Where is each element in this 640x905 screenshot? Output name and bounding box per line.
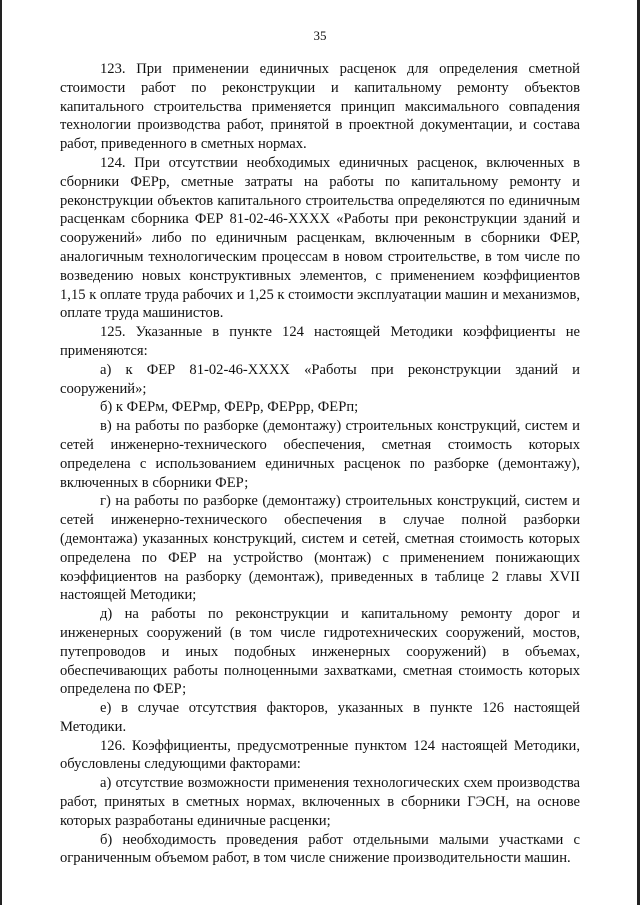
scan-edge-left [0,0,2,905]
paragraph-125-d: д) на работы по реконструкции и капитальному ремонту дорог и инженерных сооружений (в том числе гидротехнических сооружений, мостов, путепроводов и иных подобных инженерных сооружений) в объемах, обеспечивающих работы полноценными захватками, сметная стоимость которых определена по ФЕР; [60,606,580,698]
page-number: 35 [313,28,327,43]
paragraph-126-b: б) необходимость проведения работ отдельными малыми участками с ограниченным объемом работ, в том числе снижение производительности машин. [60,831,580,867]
paragraph-126-a: а) отсутствие возможности применения технологических схем производства работ, принятых в сметных нормах, включенных в сборники ГЭСН, на основе которых разработаны единичные расценки; [60,775,580,829]
document-body [60,60,580,868]
paragraph-124: 124. При отсутствии необходимых единичных расценок, включенных в сборники ФЕРр, сметные затраты на работы по капитальному ремонту и реконструкции объектов капитального строительства определяются по единичным расценкам сборника ФЕР 81-02-46-ХХХХ «Работы при реконструкции зданий и сооружений» либо по единичным расценкам, включенным в сборники ФЕР, аналогичным технологическим процессам в новом строительстве, в том числе по возведению новых конструктивных элементов, с применением коэффициентов 1,15 к оплате труда рабочих и 1,25 к стоимости эксплуатации машин и механизмов, оплате труда машинистов. [60,154,580,322]
paragraph-125-g: г) на работы по разборке (демонтажу) строительных конструкций, систем и сетей инженерно-технического обеспечения в случае полной разборки (демонтажа) указанных конструкций, систем и сетей, сметная стоимость которых определена по ФЕР на устройство (монтаж) с применением понижающих коэффициентов на разборку (демонтаж), приведенных в таблице 2 главы XVII настоящей Методики; [60,493,580,604]
paragraph-123: 123. При применении единичных расценок для определения сметной стоимости работ по реконструкции и капитальному ремонту объектов капитального строительства применяется принцип максимального совпадения технологии производства работ, принятой в проектной документации, и состава работ, приведенного в сметных нормах. [60,61,580,153]
paragraph-125-e: е) в случае отсутствия факторов, указанных в пункте 126 настоящей Методики. [60,700,580,735]
paragraph-125-v: в) на работы по разборке (демонтажу) строительных конструкций, систем и сетей инженерно-технического обеспечения, сметная стоимость которых определена с использованием единичных расценок по разборке (демонтажу), включенных в сборники ФЕР; [60,418,580,491]
paragraph-125-b: б) к ФЕРм, ФЕРмр, ФЕРр, ФЕРрр, ФЕРп; [100,399,359,416]
paragraph-125-a: а) к ФЕР 81-02-46-ХХХХ «Работы при реконструкции зданий и сооружений»; [60,361,580,397]
paragraph-126: 126. Коэффициенты, предусмотренные пунктом 124 настоящей Методики, обусловлены следующими факторами: [60,737,580,773]
paragraph-125: 125. Указанные в пункте 124 настоящей Методики коэффициенты не применяются: [60,324,580,359]
